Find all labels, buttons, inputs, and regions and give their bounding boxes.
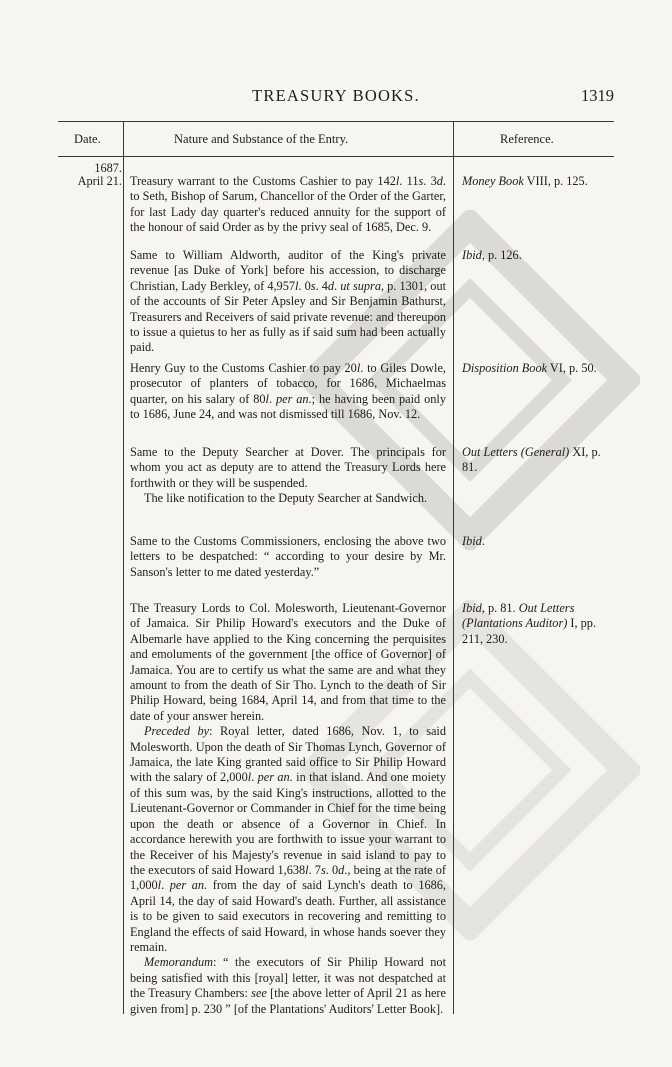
- text-run: : “ the executors of Sir Philip Howard not being satisfied with this [royal] letter, it was not despatched at the Treasury Chambers:: [130, 955, 446, 1001]
- entry-text: [130, 534, 446, 580]
- column-header-reference: Reference.: [500, 132, 554, 146]
- italic-run: see: [251, 986, 267, 1001]
- text-run: , p. 81.: [481, 601, 519, 615]
- italic-run: Ibid: [462, 248, 482, 262]
- text-run: : Royal letter, dated 1686, Nov. 1, to said Molesworth. Upon the death of Sir Thomas Lynch, Governor of Jamaica, the late King granted said office to Sir Philip Howard with the salary of 2,000: [130, 724, 446, 785]
- text-run: , p. 1301, out of the accounts of Sir Peter Apsley and Sir Benjamin Bathurst, Treasurers and Receivers of said private revenue: and thereupon to issue a quietus to her as fully as if said sum had been actually paid.: [130, 278, 447, 355]
- text-run: VI, p. 50.: [547, 361, 597, 375]
- entry-paragraph: [130, 491, 446, 506]
- text-run: XI, p. 81.: [462, 445, 601, 475]
- italic-run: s: [320, 862, 326, 877]
- entry-paragraph: [130, 724, 446, 955]
- text-run: . 0: [298, 278, 311, 293]
- italic-run: Disposition Book: [462, 361, 548, 375]
- text-run: Same to the Deputy Searcher at Dover. The principals for whom you act as deputy are to attend the Treasury Lords here forthwith or they will be suspended.: [130, 445, 446, 490]
- entry-paragraph: [130, 955, 446, 1017]
- entry-paragraph: [130, 248, 446, 356]
- text-run: ., being at the rate of 1,000: [130, 862, 447, 893]
- text-run: ; he having been paid only to 1686, June 24, and was not dismissed till 1686, Nov. 12.: [130, 391, 446, 422]
- entry-reference: [462, 248, 614, 263]
- text-run: .: [251, 770, 258, 785]
- text-run: [the above letter of April 21 as here given from] p. 230 ” [of the Plantations' Auditors' Letter Book].: [130, 986, 446, 1016]
- text-run: The like notification to the Deputy Searcher at Sandwich.: [144, 491, 428, 506]
- running-title: TREASURY BOOKS.: [252, 86, 420, 105]
- italic-run: d: [338, 862, 345, 877]
- text-run: . 7: [308, 862, 321, 877]
- text-run: .: [334, 278, 341, 293]
- text-run: I, pp. 211, 230.: [462, 616, 597, 646]
- column-header-date: Date.: [74, 132, 101, 146]
- text-run: . to Giles Dowle, prosecutor of planters of tobacco, for 1686, Michaelmas quarter, on his salary of 80: [130, 361, 446, 406]
- text-run: in that island. And one moiety of this sum was, by the said King's instructions, allotted to the Lieutenant-Governor or Commander in Chief for the time being upon the death or absence of a Governor in Chief. In accordance herewith you are forthwith to issue your warrant to the Receiver of his Majesty's revenue in said island to pay to the executors of said Howard 1,638: [130, 770, 446, 877]
- italic-run: Ibid: [462, 601, 482, 615]
- header-top-rule: [58, 121, 614, 122]
- entry-reference: [462, 174, 614, 189]
- text-run: Same to the Customs Commissioners, enclosing the above two letters to be despatched: “ according to your desire by Mr. Sanson's letter to me dated yesterday.”: [130, 534, 446, 579]
- column-header-nature: Nature and Substance of the Entry.: [174, 132, 349, 146]
- italic-run: per an.: [275, 391, 312, 406]
- text-run: . 0: [325, 862, 339, 877]
- entry-text: [130, 445, 446, 507]
- italic-run: per an.: [169, 878, 208, 893]
- text-run: .: [268, 391, 276, 406]
- text-run: 142: [377, 174, 396, 188]
- text-run: from the day of said Lynch's death to 1686, April 14, the day of said Howard's death. Further, all assistance is to be given to said executors in recovering and remitting to England the effects of said Howard, in whose hands soever they remain.: [130, 878, 446, 954]
- italic-run: s: [418, 174, 424, 188]
- italic-run: d: [436, 174, 443, 188]
- italic-run: l: [305, 862, 309, 877]
- italic-run: Preceded by: [144, 724, 210, 739]
- italic-run: d: [327, 278, 335, 293]
- text-run: Treasury warrant to the Customs Cashier to pay: [130, 174, 378, 188]
- entry-paragraph: [130, 601, 446, 724]
- italic-run: Out Letters (Plantations Auditor): [462, 601, 575, 631]
- italic-run: ut supra: [340, 278, 381, 293]
- italic-run: l: [265, 391, 269, 406]
- text-run: Henry Guy to the Customs Cashier to pay 20: [130, 361, 357, 375]
- italic-run: l: [395, 174, 400, 188]
- italic-run: Memorandum: [144, 955, 213, 970]
- entry-reference: [462, 445, 614, 476]
- text-run: .: [161, 878, 170, 893]
- text-run: VIII, p. 125.: [523, 174, 588, 188]
- italic-run: l: [157, 878, 162, 893]
- date-year: 1687.: [94, 161, 122, 175]
- entry-text: [130, 601, 446, 1017]
- entry-paragraph: [130, 174, 446, 236]
- date-day: April 21.: [77, 174, 122, 188]
- page-number: 1319: [581, 86, 614, 105]
- italic-run: s: [310, 278, 316, 293]
- column-rule-left: [123, 121, 124, 1014]
- text-run: , p. 126.: [481, 248, 522, 262]
- italic-run: per an.: [257, 770, 293, 785]
- entry-reference: [462, 601, 614, 647]
- italic-run: l: [247, 770, 252, 785]
- entry-reference: [462, 361, 614, 376]
- entry-reference: [462, 534, 614, 549]
- text-run: . 4: [315, 278, 328, 293]
- entry-text: [130, 361, 446, 423]
- text-run: . 3: [423, 174, 437, 188]
- text-run: . to Seth, Bishop of Sarum, Chancellor of the Order of the Garter, for last Lady day quarter's reduced annuity for the support of the honour of said Order as by the privy seal of 1685, Dec. 9.: [130, 174, 446, 235]
- italic-run: Ibid: [462, 534, 482, 548]
- text-run: . 11: [399, 174, 419, 188]
- entry-text: [130, 174, 446, 236]
- text-run: Same to William Aldworth, auditor of the King's private revenue [as Duke of York] before his accession, to discharge Christian, Lady Berkley, of 4,957: [130, 248, 446, 293]
- text-run: .: [481, 534, 485, 548]
- italic-run: Out Letters (General): [462, 445, 570, 459]
- italic-run: l: [295, 278, 299, 293]
- header-bottom-rule: [58, 156, 614, 157]
- entry-text: [130, 248, 446, 356]
- entry-paragraph: [130, 445, 446, 491]
- entry-paragraph: [130, 534, 446, 580]
- text-run: The Treasury Lords to Col. Molesworth, Lieutenant-Governor of Jamaica. Sir Philip Howard's executors and the Duke of Albemarle have applied to the King concerning the perquisites and emoluments of the government [the office of Governor] of Jamaica. You are to certify us what the same are and what they amount to from the death of Sir Tho. Lynch to the death of Sir Philip Howard, being 1684, April 14, and from that time to the date of your answer herein.: [130, 601, 446, 723]
- entry-paragraph: [130, 361, 446, 423]
- italic-run: l: [356, 361, 361, 375]
- italic-run: Money Book: [462, 174, 524, 188]
- column-rule-right: [453, 121, 454, 1014]
